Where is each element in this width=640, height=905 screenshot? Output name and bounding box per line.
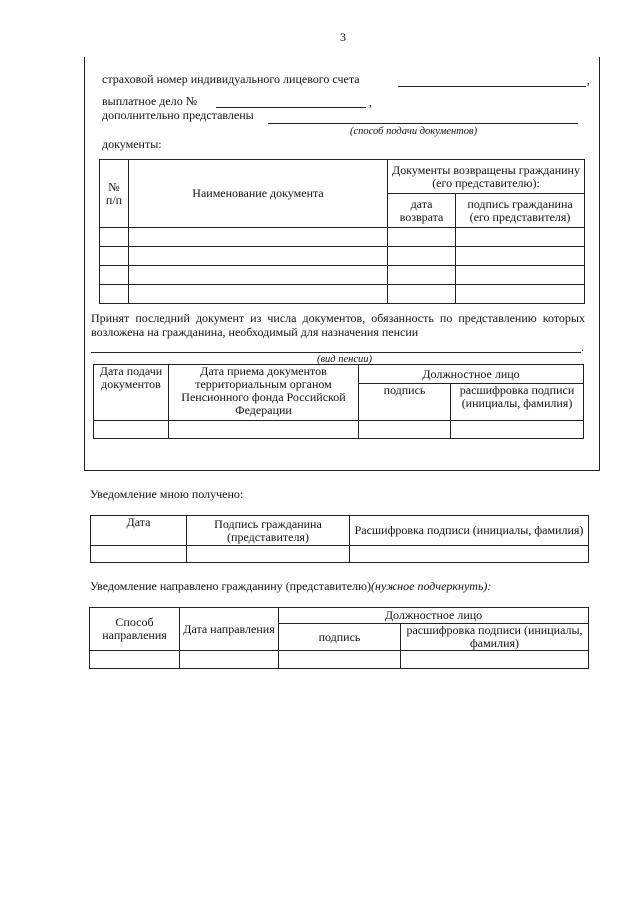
sent-signature-header: подпись — [279, 624, 401, 651]
official-signature-header: подпись — [359, 384, 451, 421]
submission-hint: (способ подачи документов) — [350, 126, 478, 137]
table-row — [94, 421, 584, 439]
table-row — [100, 247, 585, 266]
sent-official-header: Должностное лицо — [279, 608, 589, 624]
insurance-comma: , — [587, 73, 590, 87]
page-number: 3 — [340, 30, 346, 44]
citizen-signature-header: Подпись гражданина (представителя) — [187, 516, 350, 546]
table-row — [91, 546, 589, 563]
official-header: Должностное лицо — [359, 365, 584, 384]
documents-table — [99, 159, 585, 304]
official-decoding-header: расшифровка подписи (инициалы, фамилия) — [451, 384, 584, 421]
insurance-number-field[interactable] — [398, 86, 586, 87]
notice-sent-table — [89, 607, 589, 669]
sent-date-header: Дата направления — [180, 608, 279, 651]
table-row — [90, 651, 589, 669]
documents-label: документы: — [102, 137, 162, 151]
submit-date-header: Дата подачи документов — [94, 365, 169, 421]
notice-sent-title — [90, 579, 491, 593]
method-header: Способ направления — [90, 608, 180, 651]
col-name-header: Наименование документа — [129, 160, 388, 228]
table-row — [100, 266, 585, 285]
payment-case-comma: , — [369, 95, 372, 109]
additional-label: дополнительно представлены — [102, 108, 254, 122]
pension-type-hint: (вид пенсии) — [317, 354, 373, 365]
received-decoding-header: Расшифровка подписи (инициалы, фамилия) — [350, 516, 589, 546]
received-date-header: Дата — [91, 516, 187, 546]
table-row — [100, 228, 585, 247]
payment-case-label: выплатное дело № — [102, 94, 198, 108]
pension-line-end: . — [581, 340, 584, 354]
notice-sent-hint: (нужное подчеркнуть): — [371, 579, 492, 593]
notice-received-table — [90, 515, 589, 563]
table-row — [100, 285, 585, 304]
col-returned-header: Документы возвращены гражданину (его представителю): — [388, 160, 585, 194]
additional-field[interactable] — [268, 123, 578, 124]
notice-received-title: Уведомление мною получено: — [90, 487, 244, 501]
acceptance-table — [93, 364, 584, 439]
notice-sent-title-main: Уведомление направлено гражданину (представителю) — [90, 579, 372, 593]
accept-date-header: Дата приема документов территориальным органом Пенсионного фонда Российской Федерации — [169, 365, 359, 421]
last-document-text: Принят последний документ из числа документов, обязанность по представлению которых возложена на гражданина, необходимый для назначения пенсии — [91, 311, 585, 339]
col-number-header: № п/п — [100, 160, 129, 228]
col-return-date-header: дата возврата — [388, 194, 456, 228]
col-signature-header: подпись гражданина (его представителя) — [456, 194, 585, 228]
insurance-number-label: страховой номер индивидуального лицевого счета — [102, 72, 360, 86]
sent-decoding-header: расшифровка подписи (инициалы, фамилия) — [401, 624, 589, 651]
